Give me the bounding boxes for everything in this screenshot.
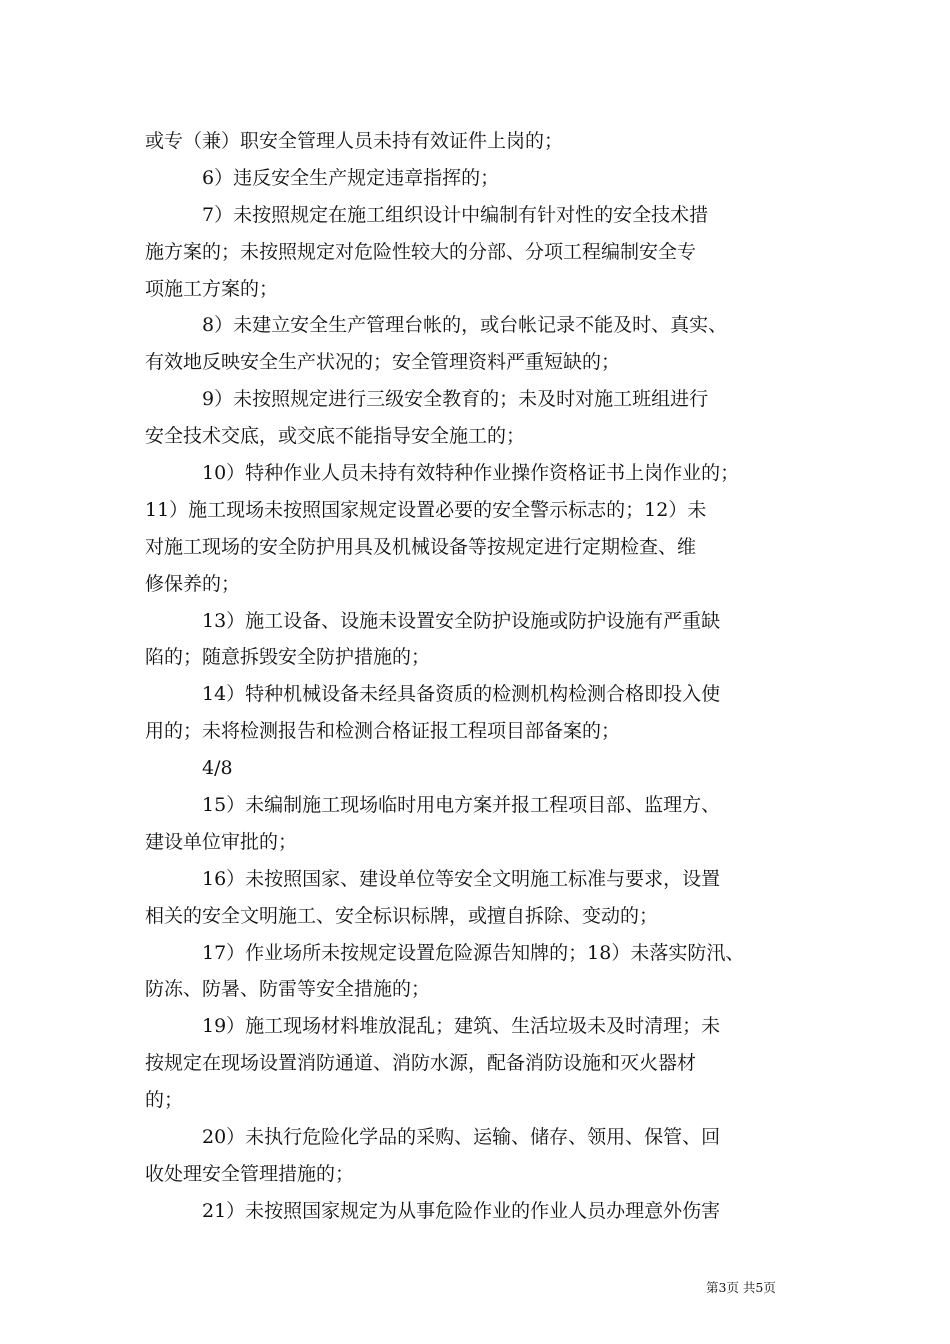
text-line: 有效地反映安全生产状况的；安全管理资料严重短缺的； xyxy=(145,351,621,374)
text-line: 14）特种机械设备未经具备资质的检测机构检测合格即投入使 xyxy=(202,683,721,706)
text-line: 安全技术交底，或交底不能指导安全施工的； xyxy=(145,425,526,448)
text-line: 9）未按照规定进行三级安全教育的；未及时对施工班组进行 xyxy=(202,388,709,411)
text-line: 21）未按照国家规定为从事危险作业的作业人员办理意外伤害 xyxy=(202,1199,721,1222)
text-line: 防冻、防暑、防雷等安全措施的； xyxy=(145,978,431,1001)
text-line: 的； xyxy=(145,1089,184,1112)
text-line: 15）未编制施工现场临时用电方案并报工程项目部、监理方、 xyxy=(202,794,721,817)
text-line: 用的；未将检测报告和检测合格证报工程项目部备案的； xyxy=(145,720,621,743)
text-line: 收处理安全管理措施的； xyxy=(145,1162,355,1185)
text-line: 对施工现场的安全防护用具及机械设备等按规定进行定期检查、维 xyxy=(145,535,697,558)
document-body xyxy=(145,123,809,1230)
text-line: 建设单位审批的； xyxy=(145,830,298,853)
text-line: 或专（兼）职安全管理人员未持有效证件上岗的； xyxy=(145,130,564,152)
text-line: 修保养的； xyxy=(145,572,241,595)
text-line: 20）未执行危险化学品的采购、运输、储存、领用、保管、回 xyxy=(202,1126,721,1149)
text-line: 按规定在现场设置消防通道、消防水源，配备消防设施和灭火器材 xyxy=(145,1052,697,1075)
text-line: 16）未按照国家、建设单位等安全文明施工标准与要求，设置 xyxy=(202,867,721,890)
text-line: 17）作业场所未按规定设置危险源告知牌的；18）未落实防汛、 xyxy=(202,941,745,964)
page-fraction: 4/8 xyxy=(202,757,233,780)
text-line: 13）施工设备、设施未设置安全防护设施或防护设施有严重缺 xyxy=(202,609,721,632)
text-line: 11）施工现场未按照国家规定设置必要的安全警示标志的；12）未 xyxy=(145,498,707,521)
text-line: 陷的；随意拆毁安全防护措施的； xyxy=(145,646,431,669)
text-line: 8）未建立安全生产管理台帐的，或台帐记录不能及时、真实、 xyxy=(202,314,728,337)
page-footer: 第3页 共5页 xyxy=(706,1280,776,1295)
text-line: 7）未按照规定在施工组织设计中编制有针对性的安全技术措 xyxy=(202,203,709,226)
text-line: 项施工方案的； xyxy=(145,277,279,300)
text-line: 施方案的；未按照规定对危险性较大的分部、分项工程编制安全专 xyxy=(145,240,697,263)
text-line: 6）违反安全生产规定违章指挥的； xyxy=(202,166,500,189)
text-line: 19）施工现场材料堆放混乱；建筑、生活垃圾未及时清理；未 xyxy=(202,1015,721,1038)
text-line: 相关的安全文明施工、安全标识标牌，或擅自拆除、变动的； xyxy=(145,904,659,927)
text-line: 10）特种作业人员未持有效特种作业操作资格证书上岗作业的； xyxy=(202,462,740,485)
